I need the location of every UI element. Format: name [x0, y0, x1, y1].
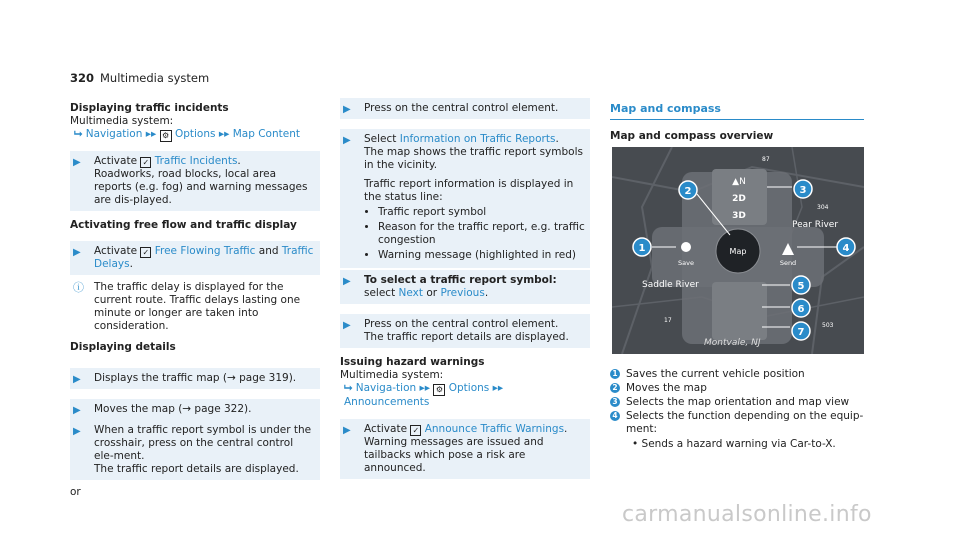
step-arrow-icon: ▶ [73, 405, 81, 416]
callout-5: 5 [797, 281, 805, 292]
step-arrow-icon: ▶ [343, 104, 351, 115]
callout-7: 7 [797, 327, 805, 338]
orient-3d: 3D [732, 211, 746, 221]
step-activate-traffic-incidents: ▶ Activate ✓ Traffic Incidents. Roadworks, road blocks, local area reports (e.g. fog) and warning messages are dis-played. [70, 151, 320, 211]
column-right [610, 102, 864, 143]
column-middle [340, 98, 590, 485]
system-label: Multimedia system: [340, 369, 444, 381]
link-traffic-incidents[interactable]: Traffic Incidents [154, 155, 238, 167]
checkbox-icon: ✓ [140, 247, 151, 258]
step-announce-warnings: ▶ Activate ✓ Announce Traffic Warnings. Warning messages are issued and tailbacks which pose a risk are announced. [340, 419, 590, 479]
callout-4: 4 [842, 243, 850, 254]
list-item: 4 Selects the function depending on the equip-ment: [610, 410, 864, 436]
map-svg [612, 147, 864, 354]
double-chevron-icon: ▸▸ [419, 382, 431, 394]
step-select-info: ▶ Select Information on Traffic Reports. The map shows the traffic report symbols in the vicinity. Traffic report information is displayed in the status line: • Traffic report symbol • Reason for the traffic report, e.g. traffic congestion • Warning message (highlighted in red) [340, 129, 590, 268]
step-move-map: ▶ Moves the map (→ page 322). [70, 399, 320, 420]
list-item: 2 Moves the map [610, 382, 864, 395]
step-arrow-icon: ▶ [73, 374, 81, 385]
step-arrow-icon: ▶ [343, 425, 351, 436]
link-announce-traffic-warnings[interactable]: Announce Traffic Warnings [424, 423, 565, 435]
callout-6: 6 [797, 304, 805, 315]
system-label: Multimedia system: [70, 115, 174, 127]
status-bullets [364, 206, 586, 262]
route-shield: 87 [762, 156, 770, 163]
link-navigation[interactable]: Navigation [85, 128, 143, 140]
step-arrow-icon: ▶ [73, 157, 81, 168]
nav-path-2 [340, 382, 590, 409]
list-item: 1 Saves the current vehicle position [610, 368, 864, 381]
gear-icon: ⚙ [433, 384, 445, 396]
list-item: • Warning message (highlighted in red) [378, 249, 586, 262]
save-label: Save [678, 259, 694, 267]
link-information-traffic-reports[interactable]: Information on Traffic Reports [399, 133, 556, 145]
double-chevron-icon: ▸▸ [218, 128, 230, 140]
info-icon: ⓘ [73, 281, 84, 294]
map-center-label: Map [729, 247, 747, 256]
checkbox-icon: ✓ [410, 425, 421, 436]
link-traffic-delays[interactable]: Traffic Delays [94, 245, 314, 270]
info-note: ⓘ The traffic delay is displayed for the current route. Traffic delays lasting one minute or longer are taken into consideration. [73, 281, 301, 332]
heading-free-flow: Activating free flow and traffic display [70, 219, 297, 231]
page-header-title: Multimedia system [100, 71, 210, 85]
step-arrow-icon: ▶ [343, 135, 351, 146]
step-arrow-icon: ▶ [343, 320, 351, 331]
list-item: 3 Selects the map orientation and map view [610, 396, 864, 409]
subheading-overview: Map and compass overview [610, 130, 774, 142]
route-shield: 503 [822, 322, 834, 329]
link-map-content[interactable]: Map Content [232, 128, 300, 140]
link-free-flowing-traffic[interactable]: Free Flowing Traffic [154, 245, 256, 257]
step-press-control: ▶ When a traffic report symbol is under the crosshair, press on the central control ele-ment. The traffic report details are displayed. [70, 420, 320, 480]
list-item: • Sends a hazard warning via Car-to-X. [632, 438, 836, 450]
page-number: 320 [70, 71, 95, 85]
step-activate-free-flow: ▶ Activate ✓ Free Flowing Traffic and Traffic Delays. [70, 241, 320, 275]
step-arrow-icon: ▶ [73, 426, 81, 437]
step-press-control-2: ▶ Press on the central control element. [340, 98, 590, 119]
place-saddle-river: Saddle River [642, 280, 699, 290]
heading-hazard-warnings: Issuing hazard warnings [340, 356, 485, 368]
path-arrow-icon: ⮡ [74, 128, 83, 140]
callout-1: 1 [638, 243, 646, 254]
callout-legend [610, 368, 864, 451]
or-text: or [70, 486, 81, 498]
list-item: • Traffic report symbol [378, 206, 586, 219]
step-press-control-3: ▶ Press on the central control element. The traffic report details are displayed. [340, 314, 590, 348]
gear-icon: ⚙ [160, 130, 172, 142]
orient-north: ▲N [732, 177, 746, 187]
link-announcements[interactable]: Announcements [344, 396, 430, 408]
nav-path [70, 128, 320, 142]
list-item: • Reason for the traffic report, e.g. traffic congestion [378, 221, 586, 247]
heading-traffic-incidents: Displaying traffic incidents [70, 102, 229, 114]
callout-3: 3 [799, 185, 807, 196]
pin-icon [681, 242, 691, 252]
step-display-map: ▶ Displays the traffic map (→ page 319). [70, 368, 320, 389]
link-options[interactable]: Options [174, 128, 216, 140]
step-select-symbol: ▶ To select a traffic report symbol: select Next or Previous. [340, 270, 590, 304]
link-navigation[interactable]: Naviga-tion [355, 382, 417, 394]
double-chevron-icon: ▸▸ [492, 382, 504, 394]
checkbox-icon: ✓ [140, 157, 151, 168]
orient-2d: 2D [732, 194, 746, 204]
section-title: Map and compass [610, 102, 864, 120]
route-shield: 17 [664, 317, 672, 324]
link-next[interactable]: Next [398, 287, 424, 299]
route-shield: 304 [817, 204, 829, 211]
place-pear-river: Pear River [792, 220, 839, 230]
link-previous[interactable]: Previous [440, 287, 485, 299]
heading-displaying-details: Displaying details [70, 341, 176, 353]
callout-2: 2 [684, 186, 692, 197]
watermark: carmanualsonline.info [622, 502, 872, 527]
place-montvale: Montvale, NJ [704, 338, 761, 348]
map-compass-illustration [612, 147, 864, 354]
double-chevron-icon: ▸▸ [145, 128, 157, 140]
link-options[interactable]: Options [448, 382, 490, 394]
path-arrow-icon: ⮡ [344, 382, 353, 394]
step-arrow-icon: ▶ [73, 247, 81, 258]
step-arrow-icon: ▶ [343, 276, 351, 287]
send-label: Send [779, 259, 797, 267]
step-desc: Roadworks, road blocks, local area reports (e.g. fog) and warning messages are dis-played. [94, 168, 308, 206]
column-left [70, 102, 320, 499]
